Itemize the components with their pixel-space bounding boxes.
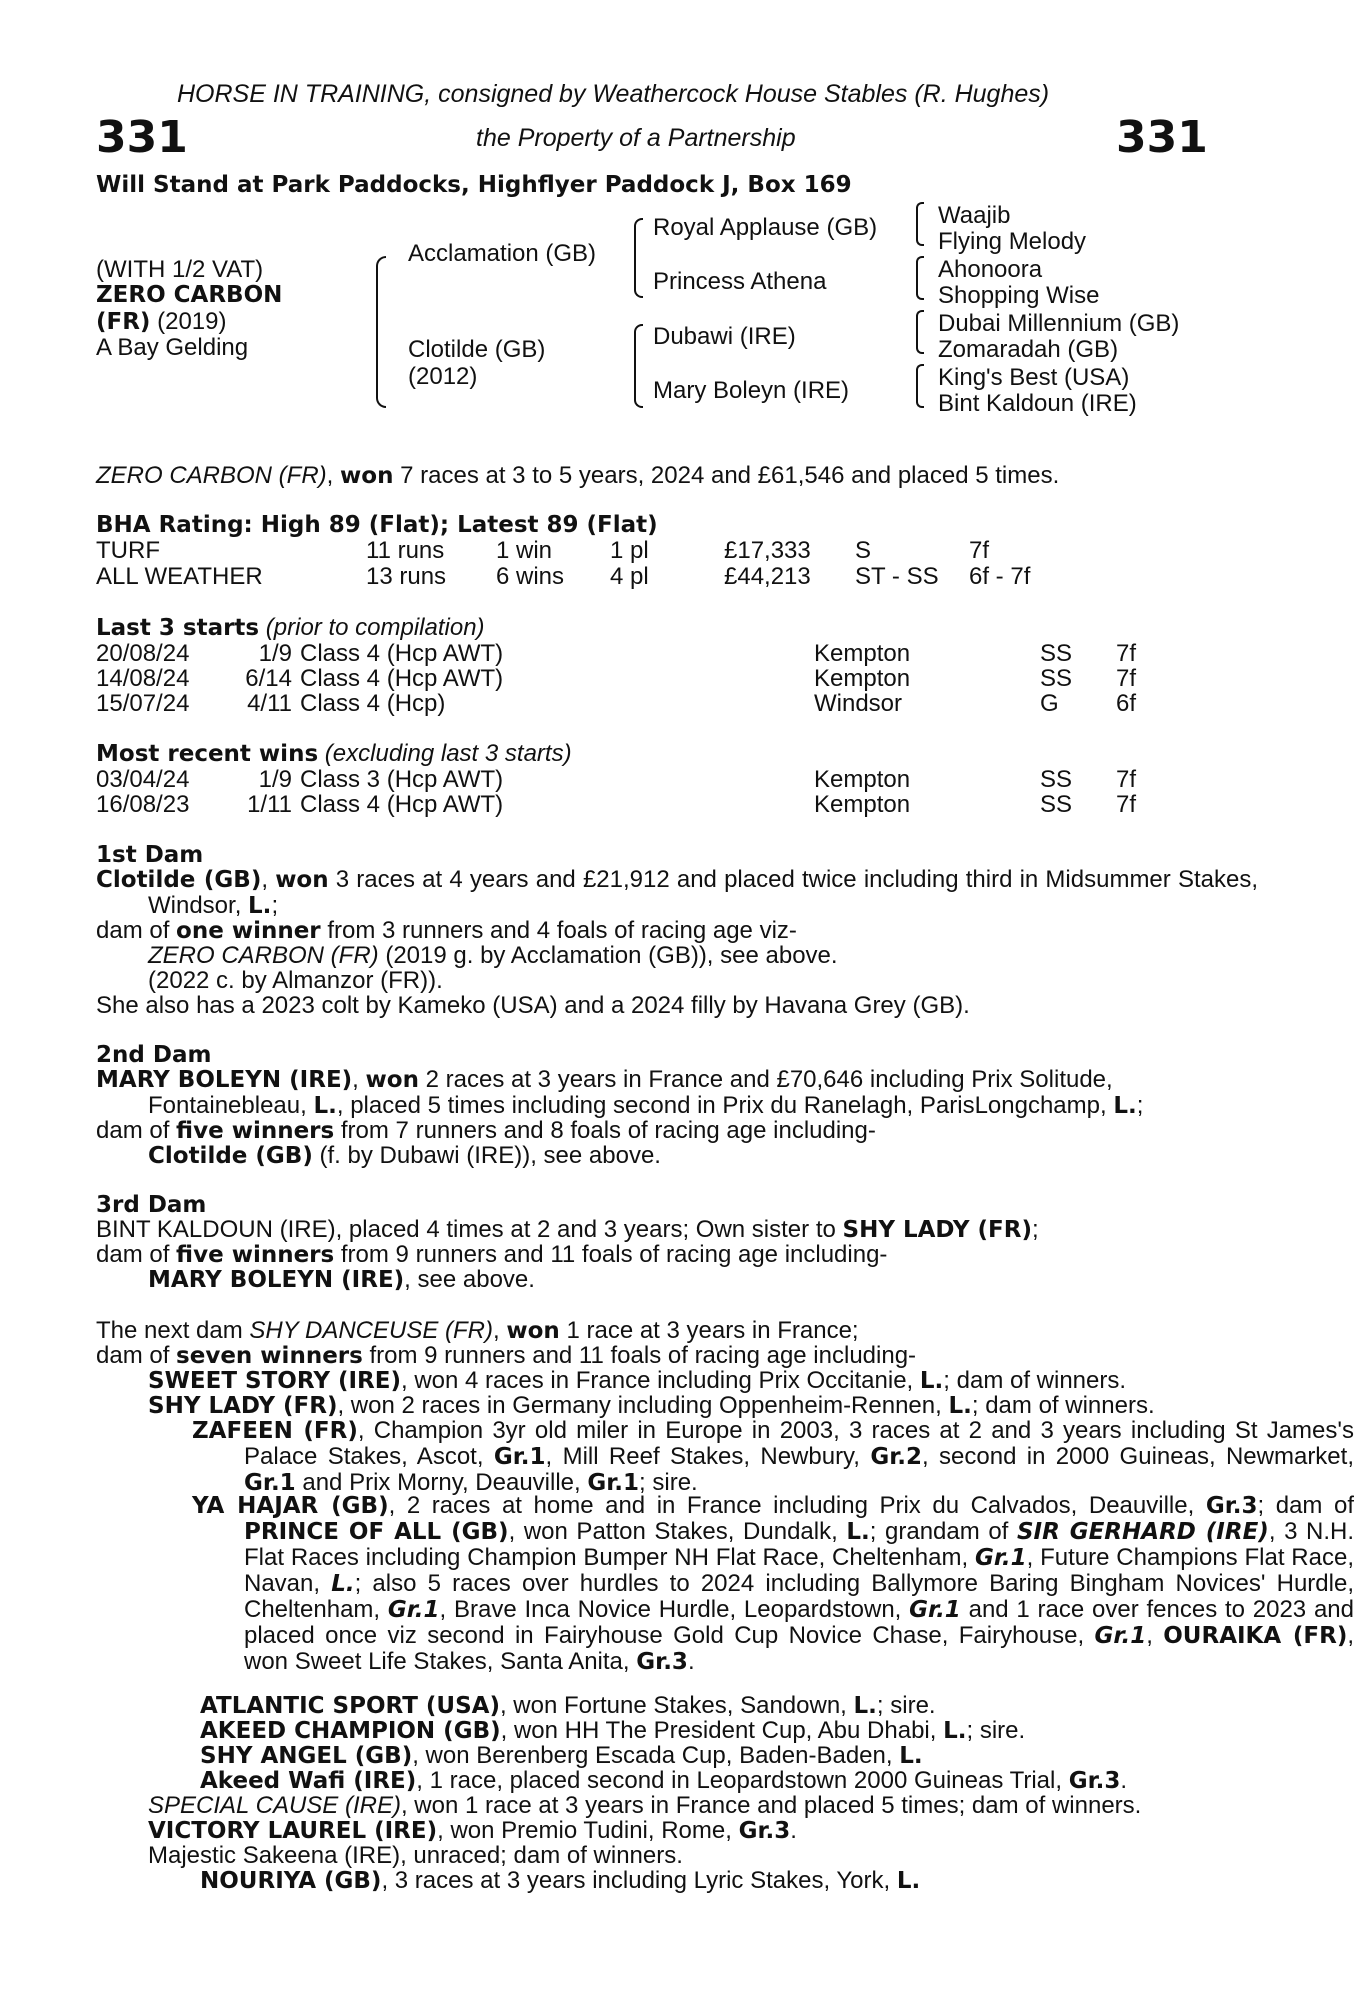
horse-year: (2019) [150, 308, 227, 335]
dam1-record: Clotilde (GB), won 3 races at 4 years and £21,912 and placed twice including third in Midsummer Stakes, Windsor, L.; [96, 866, 1258, 919]
rating-cell: 6f - 7f [969, 563, 1031, 590]
start-date: 14/08/24 [96, 665, 190, 692]
brace-sire [634, 218, 643, 298]
win-going: SS [1040, 766, 1073, 793]
produce-victory-laurel: VICTORY LAUREL (IRE), won Premio Tudini, Rome, Gr.3. [148, 1817, 797, 1844]
win-date: 03/04/24 [96, 766, 190, 793]
rating-cell: 11 runs [366, 537, 445, 564]
start-course: Windsor [814, 690, 903, 717]
win-class: Class 4 (Hcp AWT) [300, 791, 504, 818]
start-class: Class 4 (Hcp AWT) [300, 665, 504, 692]
vat-note: (WITH 1/2 VAT) [96, 256, 264, 283]
dam2-title: 2nd Dam [96, 1042, 212, 1068]
start-position: 1/9 [258, 640, 292, 667]
dam1-foal-2: (2022 c. by Almanzor (FR)). [148, 967, 443, 994]
rating-title: BHA Rating: High 89 (Flat); Latest 89 (Flat) [96, 512, 658, 538]
pedigree-ssd: Flying Melody [938, 228, 1087, 255]
produce-sweet-story: SWEET STORY (IRE), won 4 races in France including Prix Occitanie, L.; dam of winners. [148, 1367, 1127, 1394]
win-class: Class 3 (Hcp AWT) [300, 766, 504, 793]
rating-cell: TURF [96, 537, 160, 564]
start-class: Class 4 (Hcp) [300, 690, 446, 717]
stand-location: Will Stand at Park Paddocks, Highflyer Paddock J, Box 169 [96, 172, 852, 198]
produce-special-cause: SPECIAL CAUSE (IRE), won 1 race at 3 years in France and placed 5 times; dam of winners. [148, 1792, 1142, 1819]
start-distance: 7f [1116, 640, 1137, 667]
pedigree-sd: Princess Athena [653, 268, 827, 295]
pedigree-dsd: Zomaradah (GB) [938, 336, 1119, 363]
win-course: Kempton [814, 766, 911, 793]
brace-dd [916, 364, 924, 408]
start-date: 20/08/24 [96, 640, 190, 667]
win-distance: 7f [1116, 791, 1137, 818]
produce-akeed-wafi: Akeed Wafi (IRE), 1 race, placed second in Leopardstown 2000 Guineas Trial, Gr.3. [200, 1767, 1128, 1794]
start-distance: 6f [1116, 690, 1137, 717]
win-date: 16/08/23 [96, 791, 190, 818]
rating-cell: 1 pl [610, 537, 649, 564]
summary-rest: 7 races at 3 to 5 years, 2024 and £61,546 and placed 5 times. [393, 462, 1060, 489]
dam1-name: Clotilde (GB) [96, 867, 262, 893]
race-summary: ZERO CARBON (FR), won 7 races at 3 to 5 years, 2024 and £61,546 and placed 5 times. [96, 462, 1060, 489]
next-dam-produce: dam of seven winners from 9 runners and 11 foals of racing age including- [96, 1342, 917, 1369]
rating-cell: 1 win [496, 537, 553, 564]
last3-note: (prior to compilation) [259, 614, 485, 641]
pedigree-ds: Dubawi (IRE) [653, 323, 796, 350]
pedigree-ddd: Bint Kaldoun (IRE) [938, 390, 1137, 417]
start-date: 15/07/24 [96, 690, 190, 717]
win-position: 1/9 [258, 766, 292, 793]
produce-majestic-sakeena: Majestic Sakeena (IRE), unraced; dam of winners. [148, 1842, 683, 1869]
dam2-produce: dam of five winners from 7 runners and 8 foals of racing age including- [96, 1117, 876, 1144]
brace-gen1 [376, 256, 386, 408]
summary-name: ZERO CARBON (FR) [96, 462, 327, 489]
dam2-record: MARY BOLEYN (IRE), won 2 races at 3 years in France and £70,646 including Prix Solitude, Fontainebleau, L., placed 5 times including second in Prix du Ranelagh, ParisLongchamp, L.; [96, 1066, 1144, 1119]
dam1-also: She also has a 2023 colt by Kameko (USA) and a 2024 filly by Havana Grey (GB). [96, 992, 970, 1019]
summary-won: won [340, 463, 394, 489]
produce-akeed-champion: AKEED CHAMPION (GB), won HH The President Cup, Abu Dhabi, L.; sire. [200, 1717, 1026, 1744]
produce-shy-lady: SHY LADY (FR), won 2 races in Germany including Oppenheim-Rennen, L.; dam of winners. [148, 1392, 1155, 1419]
pedigree-dds: King's Best (USA) [938, 364, 1130, 391]
consignor-line: HORSE IN TRAINING, consigned by Weathercock House Stables (R. Hughes) [177, 80, 1050, 108]
dam3-foal: MARY BOLEYN (IRE), see above. [148, 1266, 535, 1293]
dam3-title: 3rd Dam [96, 1192, 207, 1218]
pedigree-sds: Ahonoora [938, 256, 1043, 283]
produce-nouriya: NOURIYA (GB), 3 races at 3 years including Lyric Stakes, York, L. [200, 1867, 921, 1894]
horse-origin: (FR) [96, 309, 151, 335]
rating-cell: 6 wins [496, 563, 565, 590]
horse-description: A Bay Gelding [96, 334, 249, 361]
pedigree-ss: Royal Applause (GB) [653, 214, 878, 241]
start-position: 4/11 [247, 690, 292, 717]
lot-number-right: 331 [1116, 112, 1208, 163]
produce-atlantic-sport: ATLANTIC SPORT (USA), won Fortune Stakes, Sandown, L.; sire. [200, 1692, 936, 1719]
dam1-title: 1st Dam [96, 842, 204, 868]
brace-ss [916, 202, 924, 246]
start-course: Kempton [814, 665, 911, 692]
next-dam-record: The next dam SHY DANCEUSE (FR), won 1 race at 3 years in France; [96, 1317, 859, 1344]
pedigree-sss: Waajib [938, 202, 1011, 229]
rating-cell: 7f [969, 537, 990, 564]
rating-cell: ALL WEATHER [96, 563, 263, 590]
horse-origin-year [96, 308, 227, 336]
pedigree-dam: Clotilde (GB) [408, 336, 546, 363]
last3-title [96, 614, 485, 642]
pedigree-sire: Acclamation (GB) [408, 240, 597, 267]
dam3-record: BINT KALDOUN (IRE), placed 4 times at 2 and 3 years; Own sister to SHY LADY (FR); [96, 1216, 1039, 1243]
dam2-foal: Clotilde (GB) (f. by Dubawi (IRE)), see above. [148, 1142, 661, 1169]
rating-cell: ST - SS [855, 563, 939, 590]
start-going: G [1040, 690, 1059, 717]
dam1-produce: dam of one winner from 3 runners and 4 foals of racing age viz- [96, 917, 797, 944]
horse-name: ZERO CARBON [96, 282, 283, 308]
last3-heading: Last 3 starts [96, 615, 260, 641]
rating-cell: 13 runs [366, 563, 447, 590]
produce-ya-hajar: YA HAJAR (GB), 2 races at home and in France including Prix du Calvados, Deauville, Gr.3; dam of PRINCE OF ALL (GB), won Patton Stakes, Dundalk, L.; grandam of SIR GERHARD (IRE), 3 N.H. Flat Races including Champion Bumper NH Flat Race, Cheltenham, Gr.1, Future Champions Flat Race, Navan, L.; also 5 races over hurdles to 2024 including Ballymore Baring Bingham Novices' Hurdle, Cheltenham, Gr.1, Brave Inca Novice Hurdle, Leopardstown, Gr.1 and 1 race over fences to 2023 and placed once viz second in Fairyhouse Gold Cup Novice Chase, Fairyhouse, Gr.1, OURAIKA (FR), won Sweet Life Stakes, Santa Anita, Gr.3. [192, 1492, 1354, 1675]
start-position: 6/14 [245, 665, 292, 692]
win-distance: 7f [1116, 766, 1137, 793]
recent-heading: Most recent wins [96, 741, 319, 767]
dam1-foal-1: ZERO CARBON (FR) (2019 g. by Acclamation (GB)), see above. [148, 942, 838, 969]
recent-title [96, 740, 572, 768]
property-line: the Property of a Partnership [476, 124, 796, 152]
pedigree-dss: Dubai Millennium (GB) [938, 310, 1180, 337]
rating-cell: £44,213 [724, 563, 811, 590]
start-distance: 7f [1116, 665, 1137, 692]
pedigree-dam-year: (2012) [408, 363, 478, 390]
rating-cell: £17,333 [724, 537, 811, 564]
pedigree-sdd: Shopping Wise [938, 282, 1100, 309]
recent-note: (excluding last 3 starts) [318, 740, 572, 767]
produce-zafeen: ZAFEEN (FR), Champion 3yr old miler in Europe in 2003, 3 races at 2 and 3 years including St James's Palace Stakes, Ascot, Gr.1, Mill Reef Stakes, Newbury, Gr.2, second in 2000 Guineas, Newmarket, Gr.1 and Prix Morny, Deauville, Gr.1; sire. [192, 1417, 1354, 1496]
start-going: SS [1040, 665, 1073, 692]
start-going: SS [1040, 640, 1073, 667]
start-course: Kempton [814, 640, 911, 667]
lot-number-left: 331 [96, 112, 188, 163]
brace-ds [916, 310, 924, 354]
rating-cell: 4 pl [610, 563, 649, 590]
brace-sd [916, 256, 924, 300]
brace-dam [634, 324, 643, 408]
win-going: SS [1040, 791, 1073, 818]
produce-shy-angel: SHY ANGEL (GB), won Berenberg Escada Cup, Baden-Baden, L. [200, 1742, 923, 1769]
win-course: Kempton [814, 791, 911, 818]
rating-cell: S [855, 537, 872, 564]
start-class: Class 4 (Hcp AWT) [300, 640, 504, 667]
win-position: 1/11 [247, 791, 292, 818]
dam3-produce: dam of five winners from 9 runners and 11 foals of racing age including- [96, 1241, 888, 1268]
pedigree-dd: Mary Boleyn (IRE) [653, 377, 850, 404]
